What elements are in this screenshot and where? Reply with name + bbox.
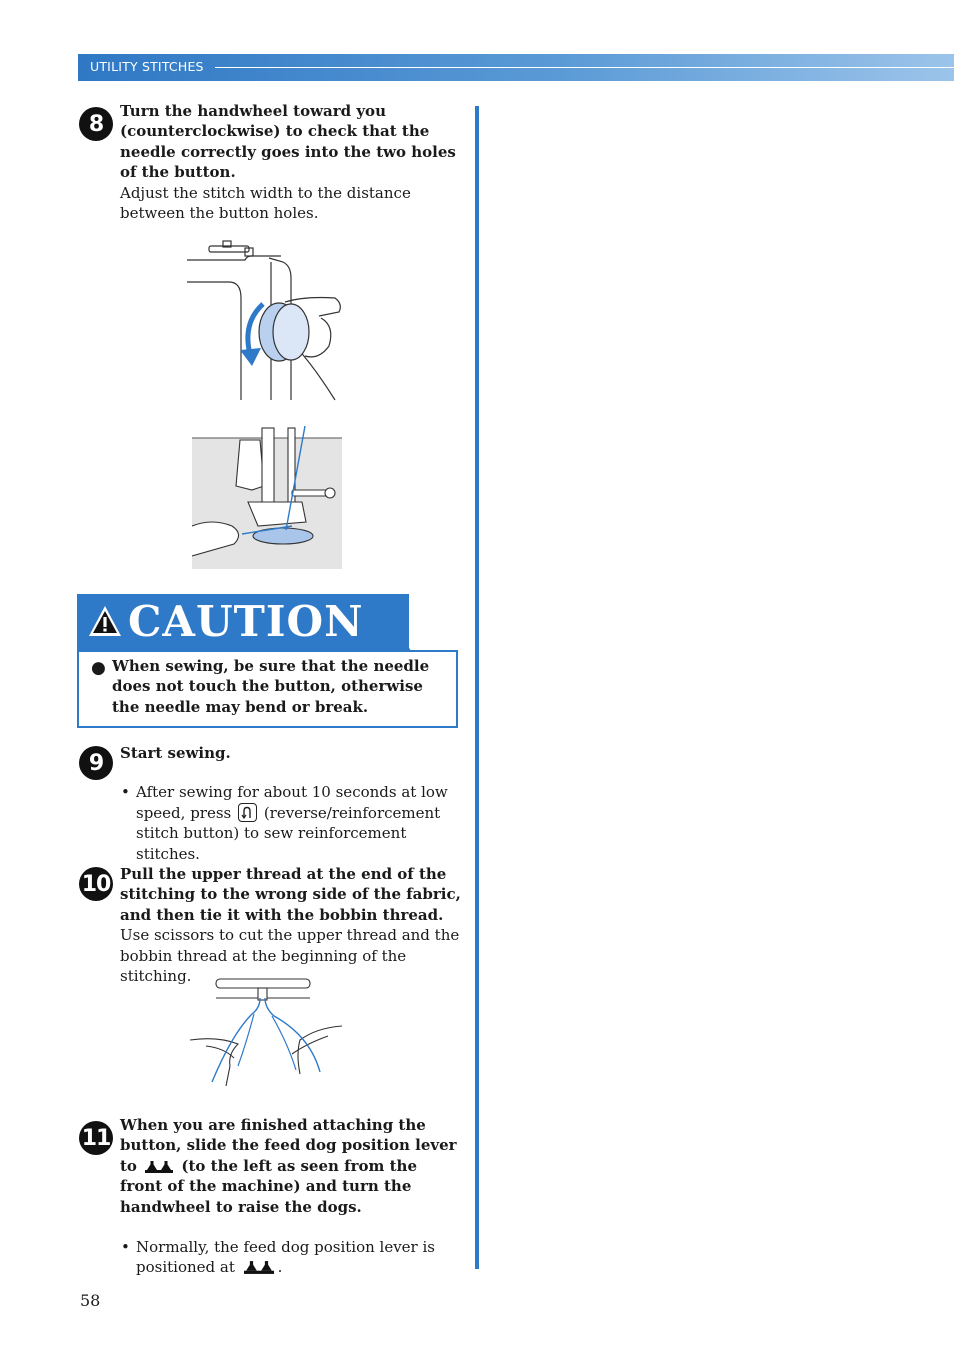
step-8 [79,101,464,223]
step-9-bullet [120,782,464,864]
step-11-bullet-text-a: Normally, the feed dog position lever is positioned at [136,1238,435,1277]
step-9-bullet-text-a: After sewing for about 10 seconds at low speed, press [136,783,448,822]
feed-dog-raised-icon [243,1260,275,1275]
step-number-badge: 9 [79,746,113,780]
step-number-badge: 10 [79,867,113,901]
reverse-stitch-button-icon [238,803,257,822]
step-11-bullet-text-b: . [277,1258,283,1277]
handwheel-illustration [185,238,350,404]
step-8-title: Turn the handwheel toward you (counterclockwise) to check that the needle correctly goes into the two holes of the button. [120,102,456,182]
step-11-title-text-a: When you are finished attaching the button, slide the feed dog position lever to [120,1116,457,1175]
step-8-body: Adjust the stitch width to the distance between the button holes. [120,183,411,223]
page-number: 58 [80,1291,101,1310]
header-rule [215,67,954,68]
thread-tie-illustration [188,974,348,1086]
step-9-bullet-text-b: (reverse/reinforcement stitch button) to sew reinforcement stitches. [136,803,441,863]
step-10-title: Pull the upper thread at the end of the stitching to the wrong side of the fabric, and then tie it with the bobbin thread. [120,865,461,924]
section-header-bar [78,54,954,81]
bullet-dot: • [121,783,130,802]
column-divider [475,106,479,1269]
feed-dog-raised-icon [145,1160,173,1174]
step-11-bullet [120,1237,464,1278]
step-10-body: Use scissors to cut the upper thread and the bobbin thread at the beginning of the stitching. [120,926,460,986]
caution-title: CAUTION [128,597,364,646]
step-9 [79,743,464,864]
caution-box [77,594,458,728]
presser-foot-illustration [192,426,342,569]
caution-bullet: ● [91,658,106,678]
caution-text: When sewing, be sure that the needle does not touch the button, otherwise the needle may bend or break. [112,657,430,716]
bullet-dot: • [121,1238,130,1257]
step-11-title [120,1115,464,1217]
step-11 [79,1115,464,1278]
step-number-badge: 8 [79,107,113,141]
warning-triangle-icon [87,604,123,638]
step-9-title: Start sewing. [120,744,231,762]
step-number-badge: 11 [79,1121,113,1155]
section-title: UTILITY STITCHES [90,59,204,74]
step-10 [79,864,464,986]
caution-tab-edge [377,594,411,651]
caution-body [77,650,458,728]
step-11-title-text-b: (to the left as seen from the front of the machine) and turn the handwheel to raise the dogs. [120,1156,417,1216]
